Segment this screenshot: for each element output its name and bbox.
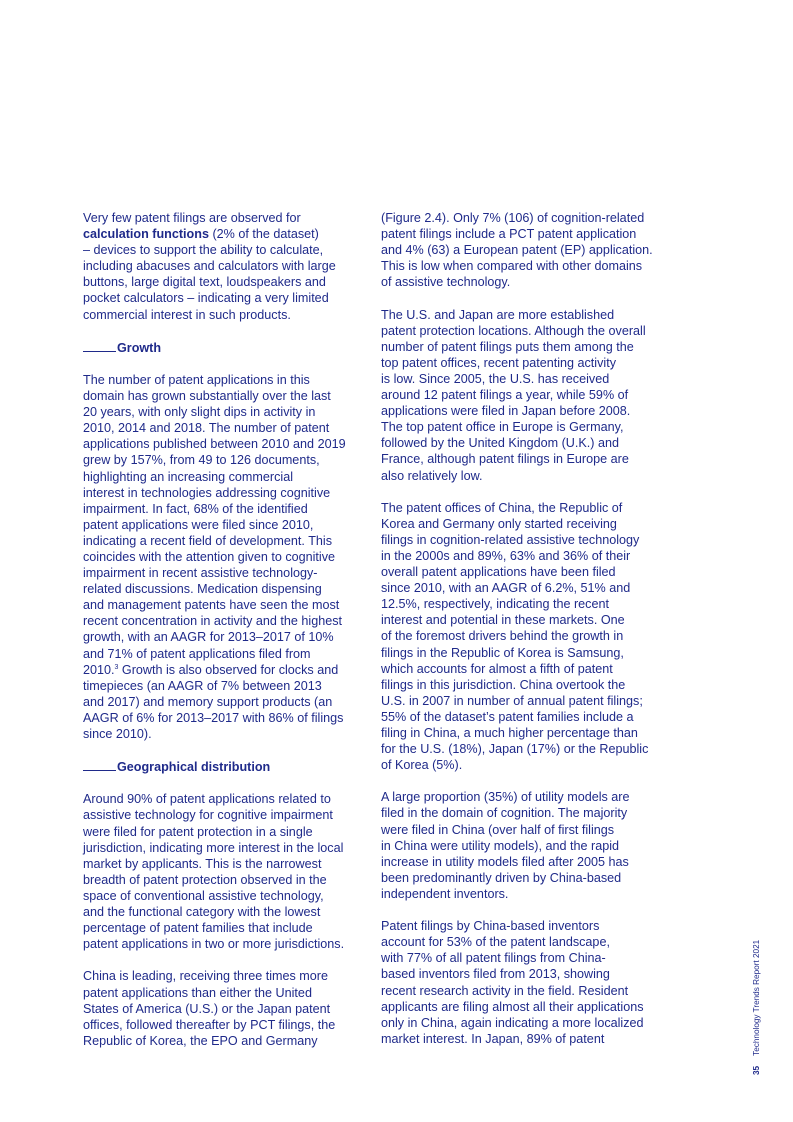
paragraph-text: Growth is also observed for clocks and timepieces (an AAGR of 7% between 2013 and 2017) and memory support products (an AAGR of 6% for 2013–2017 with 86% of filings since 2010).: [83, 662, 344, 741]
paragraph-text: (2% of the dataset) – devices to support the ability to calculate, including abacuses and calculators with large buttons, large digital text, loudspeakers and pocket calculators – indicating a very limited commercial interest in such products.: [83, 227, 336, 322]
heading-text: Geographical distribution: [117, 760, 271, 775]
right-column: [381, 210, 668, 1063]
heading-rule: [83, 758, 116, 771]
us-japan-paragraph: The U.S. and Japan are more established patent protection locations. Although the overall number of patent filings puts them among the top patent offices, recent patenting activity is low. Since 2005, the U.S. has received around 12 patent filings a year, while 59% of applications were filed in Japan before 2008. The top patent office in Europe is Germany, followed by the United Kingdom (U.K.) and France, although patent filings in Europe are also relatively low.: [381, 307, 646, 483]
bold-term: calculation functions: [83, 227, 209, 242]
paragraph-text: The number of patent applications in this domain has grown substantially over the last 20 years, with only slight dips in activity in 2010, 2014 and 2018. The number of patent applications published between 2010 and 2019 grew by 157%, from 49 to 126 documents, highlighting an increasing commercial interest in technologies addressing cognitive impairment. In fact, 68% of the identified patent applications were filed since 2010, indicating a recent field of development. This coincides with the attention given to cognitive impairment in recent assistive technology- related discussions. Medication dispensing and management patents have seen the most recent concentration in activity and the highest growth, with an AAGR for 2013–2017 of 10% and 71% of patent applications filed from 2010.: [83, 372, 346, 677]
pct-filings-paragraph: (Figure 2.4). Only 7% (106) of cognition-related patent filings include a PCT patent application and 4% (63) a European patent (EP) application. This is low when compared with other domains of assistive technology.: [381, 211, 653, 290]
heading-text: Growth: [117, 340, 162, 355]
growth-heading: [83, 339, 368, 356]
utility-models-paragraph: A large proportion (35%) of utility models are filed in the domain of cognition. The majority were filed in China (over half of first filings in China were utility models), and the rapid increase in utility models filed after 2005 has been predominantly driven by China-based independent inventors.: [381, 790, 630, 901]
china-korea-germany-paragraph: The patent offices of China, the Republic of Korea and Germany only started receiving filings in cognition-related assistive technology in the 2000s and 89%, 63% and 36% of their overall patent applications have been filed since 2010, with an AAGR of 6.2%, 51% and 12.5%, respectively, indicating the recent interest and potential in these markets. One of the foremost drivers behind the growth in filings in the Republic of Korea is Samsung, which accounts for almost a fifth of patent filings in this jurisdiction. China overtook the U.S. in 2007 in number of annual patent filings; 55% of the dataset’s patent families include a filing in China, a much higher percentage than for the U.S. (18%), Japan (17%) or the Republic of Korea (5%).: [381, 500, 649, 773]
paragraph-text: Very few patent filings are observed for: [83, 211, 301, 225]
china-inventors-paragraph: Patent filings by China-based inventors account for 53% of the patent landscape, with 77% of all patent filings from China- based inventors filed from 2013, showing recent research activity in the field. Resident applicants are filing almost all their applications only in China, again indicating a more localized market interest. In Japan, 89% of patent: [381, 919, 644, 1046]
calculation-functions-paragraph: [83, 210, 368, 323]
page-number: 35: [752, 1065, 761, 1075]
page-footer-vertical: [750, 905, 764, 1075]
geographical-distribution-heading: [83, 758, 368, 775]
footnote-marker: 3: [114, 663, 119, 671]
report-title: Technology Trends Report 2021: [752, 939, 761, 1056]
heading-rule: [83, 339, 116, 352]
left-column: [83, 210, 368, 1065]
growth-paragraph: [83, 372, 368, 742]
single-jurisdiction-paragraph: Around 90% of patent applications related to assistive technology for cognitive impairment were filed for patent protection in a single jurisdiction, indicating more interest in the local market by applicants. This is the narrowest breadth of patent protection observed in the space of conventional assistive technology, and the functional category with the lowest percentage of patent families that include patent applications in two or more jurisdictions.: [83, 792, 345, 952]
china-leading-paragraph: China is leading, receiving three times more patent applications than either the United States of America (U.S.) or the Japan patent offices, followed thereafter by PCT filings, the Republic of Korea, the EPO and Germany: [83, 969, 336, 1048]
